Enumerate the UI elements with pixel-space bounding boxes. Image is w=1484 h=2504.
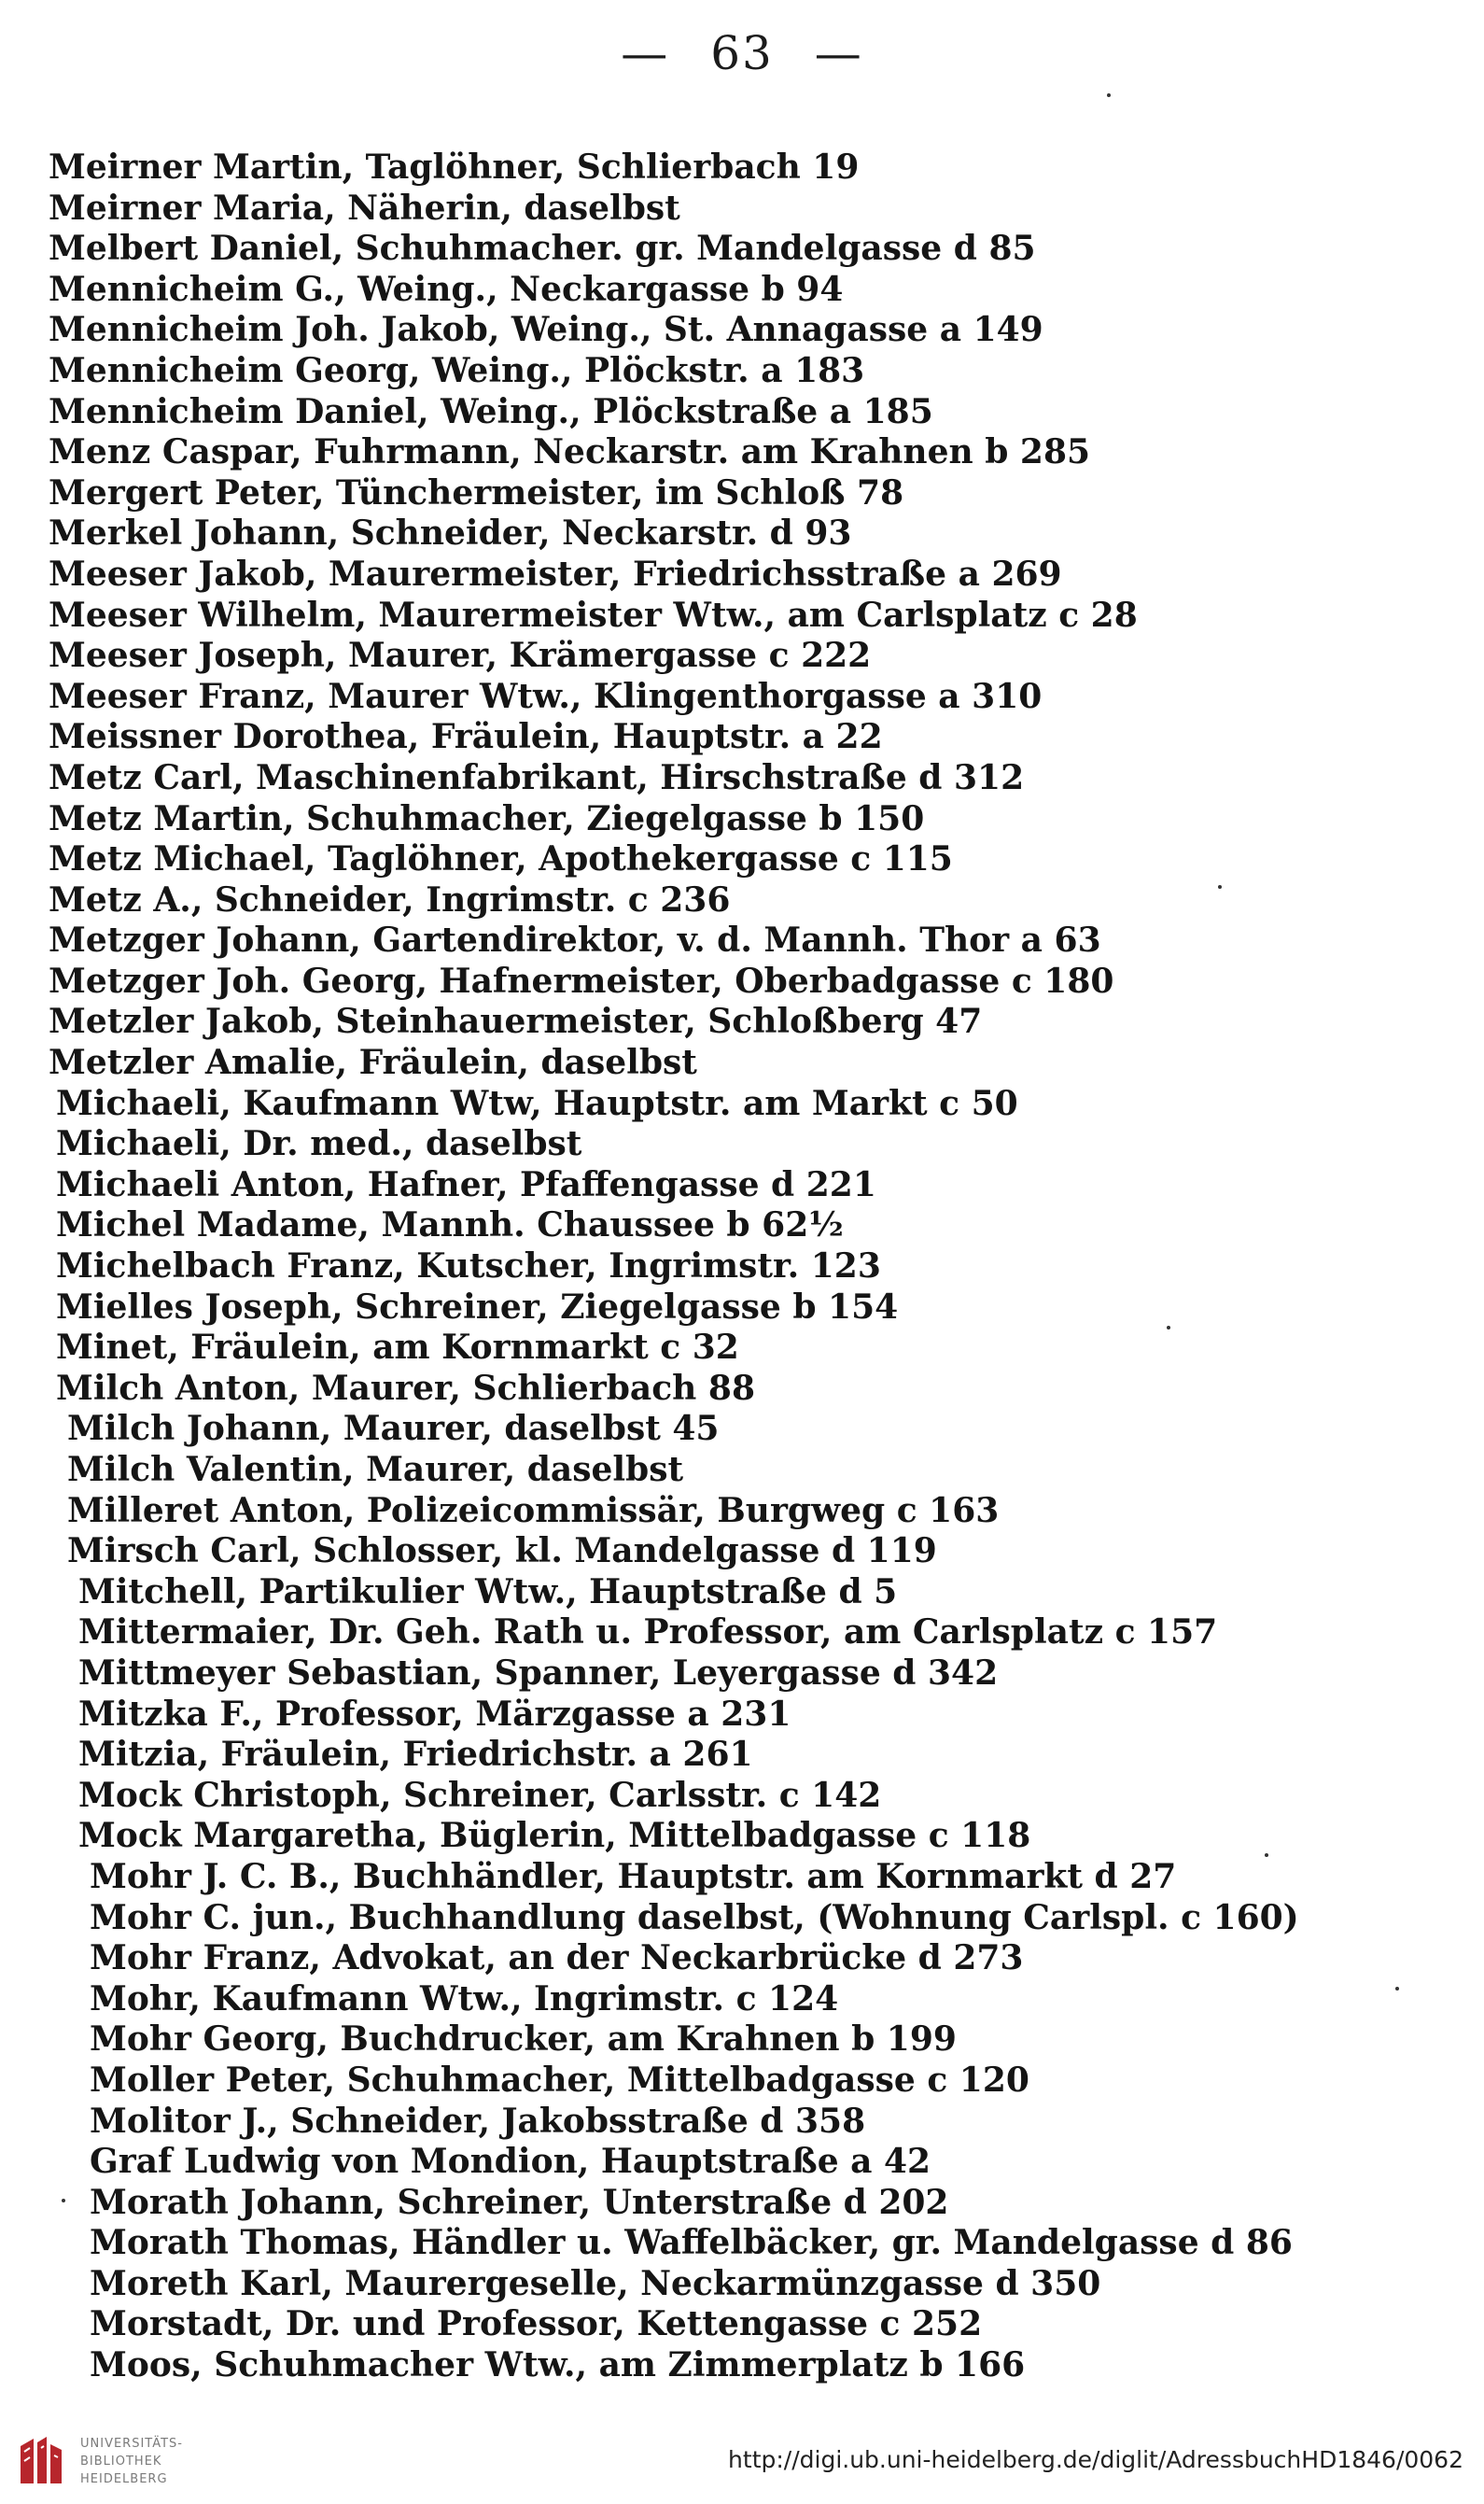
directory-entry: Meirner Martin, Taglöhner, Schlierbach 19 — [49, 148, 860, 187]
directory-entry: Metz Martin, Schuhmacher, Ziegelgasse b 150 — [49, 798, 925, 838]
directory-entry: Michelbach Franz, Kutscher, Ingrimstr. 123 — [56, 1246, 881, 1287]
directory-entry: Michaeli, Dr. med., daselbst — [56, 1124, 582, 1164]
directory-entry: Mohr Georg, Buchdrucker, am Krahnen b 199 — [90, 2019, 957, 2060]
directory-entry: Mohr J. C. B., Buchhändler, Hauptstr. am Kornmarkt d 27 — [90, 1856, 1177, 1896]
directory-entry: Milch Valentin, Maurer, daselbst — [67, 1450, 684, 1489]
directory-entry: Mitzia, Fräulein, Friedrichstr. a 261 — [78, 1735, 753, 1775]
directory-entry: Menz Caspar, Fuhrmann, Neckarstr. am Krahnen b 285 — [49, 432, 1091, 472]
directory-entry: Mennicheim Georg, Weing., Plöckstr. a 183 — [49, 350, 865, 390]
directory-entry: Meeser Jakob, Maurermeister, Friedrichsstraße a 269 — [49, 554, 1062, 594]
page-header — [0, 26, 1484, 101]
directory-entry: Mergert Peter, Tünchermeister, im Schloß 78 — [49, 472, 904, 513]
scan-speck — [1265, 1853, 1268, 1857]
directory-entries — [49, 148, 1430, 2386]
directory-entry: Mittmeyer Sebastian, Spanner, Leyergasse d 342 — [78, 1653, 999, 1693]
university-library-logo-icon — [13, 2433, 69, 2489]
directory-entry: Metz Carl, Maschinenfabrikant, Hirschstraße d 312 — [49, 757, 1025, 797]
directory-entry: Mielles Joseph, Schreiner, Ziegelgasse b 154 — [56, 1287, 899, 1327]
directory-entry: Milch Johann, Maurer, daselbst 45 — [67, 1409, 720, 1449]
directory-entry: Morath Johann, Schreiner, Unterstraße d 202 — [90, 2182, 949, 2222]
directory-entry: Mock Margaretha, Büglerin, Mittelbadgasse c 118 — [78, 1816, 1031, 1856]
directory-entry: Milch Anton, Maurer, Schlierbach 88 — [56, 1368, 755, 1408]
directory-entry: Milleret Anton, Polizeicommissär, Burgweg c 163 — [67, 1490, 1000, 1530]
directory-entry: Graf Ludwig von Mondion, Hauptstraße a 42 — [90, 2142, 931, 2182]
directory-entry: Mohr C. jun., Buchhandlung daselbst, (Wohnung Carlspl. c 160) — [90, 1897, 1299, 1937]
header-dash-left: — — [621, 26, 670, 80]
directory-entry: Mennicheim G., Weing., Neckargasse b 94 — [49, 269, 844, 309]
directory-entry: Metzler Amalie, Fräulein, daselbst — [49, 1043, 697, 1083]
directory-entry: Metz A., Schneider, Ingrimstr. c 236 — [49, 879, 731, 920]
scan-speck — [62, 2199, 65, 2202]
scan-speck — [1218, 885, 1222, 889]
institution-line: BIBLIOTHEK — [80, 2455, 162, 2469]
directory-entry: Metzger Joh. Georg, Hafnermeister, Oberbadgasse c 180 — [49, 961, 1114, 1001]
scan-speck — [1107, 93, 1111, 97]
directory-entry: Mittermaier, Dr. Geh. Rath u. Professor, am Carlsplatz c 157 — [78, 1612, 1218, 1653]
directory-entry: Metzger Johann, Gartendirektor, v. d. Mannh. Thor a 63 — [49, 921, 1101, 961]
header-dash-right: — — [814, 26, 863, 80]
scan-speck — [1395, 1987, 1399, 1991]
directory-entry: Michel Madame, Mannh. Chaussee b 62½ — [56, 1205, 844, 1245]
institution-line: UNIVERSITÄTS- — [80, 2437, 183, 2451]
scan-speck — [1167, 1326, 1170, 1329]
directory-entry: Molitor J., Schneider, Jakobsstraße d 358 — [90, 2101, 866, 2141]
directory-entry: Mohr Franz, Advokat, an der Neckarbrücke d 273 — [90, 1938, 1024, 1978]
page-number: 63 — [710, 26, 774, 80]
directory-entry: Meeser Wilhelm, Maurermeister Wtw., am Carlsplatz c 28 — [49, 595, 1138, 635]
directory-entry: Mohr, Kaufmann Wtw., Ingrimstr. c 124 — [90, 1978, 839, 2019]
directory-entry: Morath Thomas, Händler u. Waffelbäcker, gr. Mandelgasse d 86 — [90, 2223, 1293, 2263]
directory-entry: Mock Christoph, Schreiner, Carlsstr. c 142 — [78, 1775, 882, 1815]
footer — [0, 2418, 1484, 2504]
directory-entry: Meeser Joseph, Maurer, Krämergasse c 222 — [49, 636, 872, 676]
directory-entry: Mirsch Carl, Schlosser, kl. Mandelgasse d 119 — [67, 1531, 937, 1571]
directory-entry: Morstadt, Dr. und Professor, Kettengasse c 252 — [90, 2304, 983, 2344]
directory-entry: Mennicheim Joh. Jakob, Weing., St. Annagasse a 149 — [49, 310, 1043, 350]
directory-entry: Mitzka F., Professor, Märzgasse a 231 — [78, 1694, 791, 1734]
directory-entry: Melbert Daniel, Schuhmacher. gr. Mandelgasse d 85 — [49, 229, 1036, 269]
directory-entry: Moos, Schuhmacher Wtw., am Zimmerplatz b 166 — [90, 2345, 1026, 2385]
institution-line: HEIDELBERG — [80, 2472, 168, 2486]
directory-entry: Meirner Maria, Näherin, daselbst — [49, 188, 680, 228]
directory-entry: Michaeli, Kaufmann Wtw, Hauptstr. am Markt c 50 — [56, 1083, 1018, 1123]
directory-entry: Merkel Johann, Schneider, Neckarstr. d 93 — [49, 513, 852, 554]
directory-entry: Mitchell, Partikulier Wtw., Hauptstraße d 5 — [78, 1571, 898, 1611]
directory-entry: Meeser Franz, Maurer Wtw., Klingenthorgasse a 310 — [49, 676, 1043, 716]
directory-entry: Metz Michael, Taglöhner, Apothekergasse c 115 — [49, 839, 953, 879]
institution-name — [80, 2435, 183, 2488]
directory-entry: Moller Peter, Schuhmacher, Mittelbadgasse c 120 — [90, 2060, 1029, 2100]
directory-entry: Moreth Karl, Maurergeselle, Neckarmünzgasse d 350 — [90, 2263, 1101, 2303]
directory-entry: Mennicheim Daniel, Weing., Plöckstraße a 185 — [49, 391, 933, 431]
source-url[interactable]: http://digi.ub.uni-heidelberg.de/diglit/AdressbuchHD1846/0062 — [728, 2446, 1463, 2473]
directory-entry: Meissner Dorothea, Fräulein, Hauptstr. a 22 — [49, 717, 883, 757]
directory-entry: Metzler Jakob, Steinhauermeister, Schloßberg 47 — [49, 1002, 983, 1042]
directory-entry: Michaeli Anton, Hafner, Pfaffengasse d 221 — [56, 1164, 876, 1204]
directory-entry: Minet, Fräulein, am Kornmarkt c 32 — [56, 1328, 739, 1368]
